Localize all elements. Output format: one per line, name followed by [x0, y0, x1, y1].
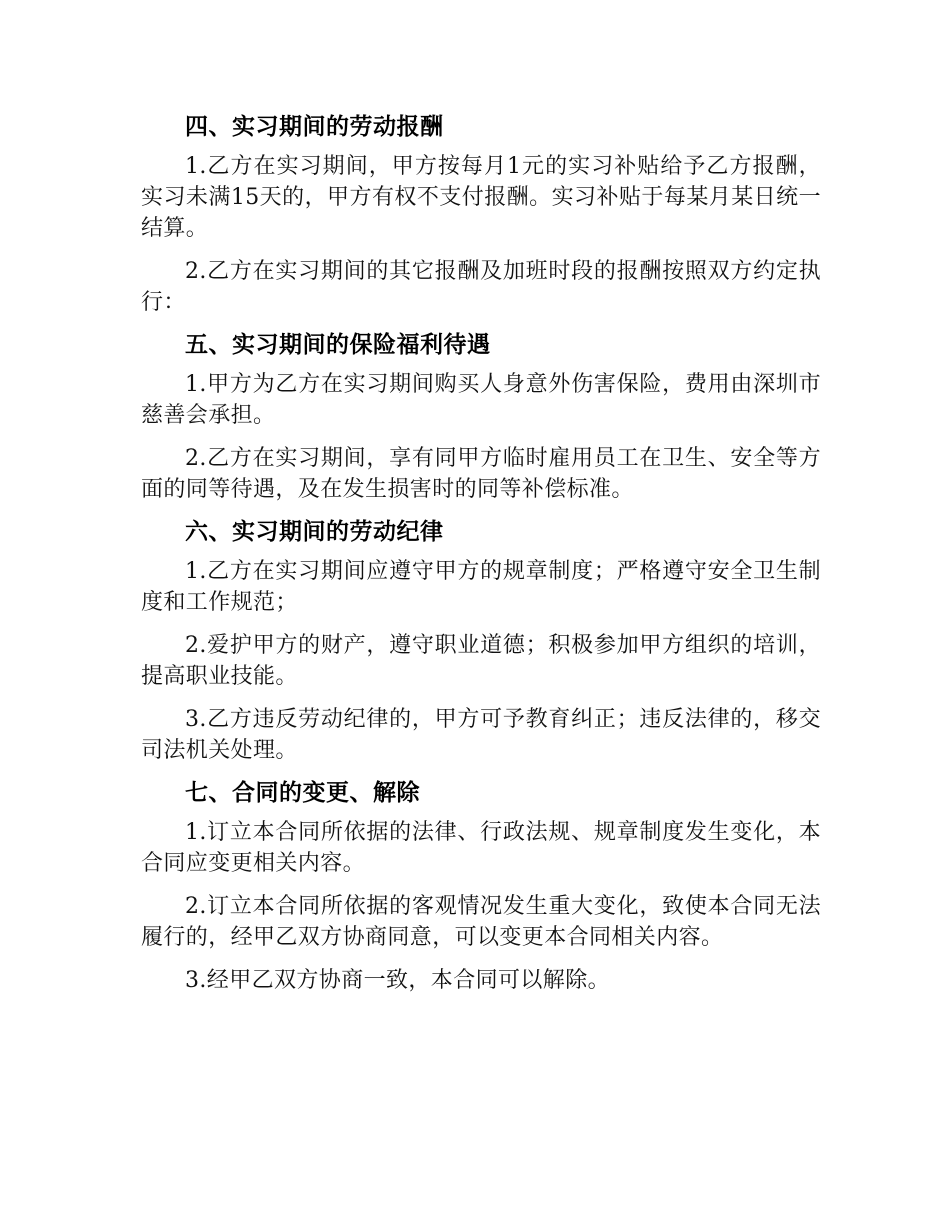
- paragraph: 2.爱护甲方的财产，遵守职业道德；积极参加甲方组织的培训，提高职业技能。: [141, 633, 821, 689]
- section-heading: 四、实习期间的劳动报酬: [185, 114, 444, 140]
- paragraph: 1.乙方在实习期间应遵守甲方的规章制度；严格遵守安全卫生制度和工作规范；: [141, 559, 821, 615]
- paragraph: 1.乙方在实习期间，甲方按每月1元的实习补贴给予乙方报酬，实习未满15天的，甲方有权不支付报酬。实习补贴于每某月某日统一结算。: [141, 154, 821, 241]
- section-insurance: [141, 330, 821, 505]
- paragraph: 1.订立本合同所依据的法律、行政法规、规章制度发生变化，本合同应变更相关内容。: [141, 820, 821, 876]
- section-heading: 五、实习期间的保险福利待遇: [185, 332, 491, 358]
- section-heading: 七、合同的变更、解除: [185, 780, 420, 806]
- section-discipline: [141, 517, 821, 766]
- document-page: [141, 112, 821, 1008]
- section-wages: [141, 112, 821, 318]
- section-contract-change: [141, 778, 821, 996]
- paragraph: 2.乙方在实习期间，享有同甲方临时雇用员工在卫生、安全等方面的同等待遇，及在发生损害时的同等补偿标准。: [141, 446, 821, 502]
- paragraph: 3.乙方违反劳动纪律的，甲方可予教育纠正；违反法律的，移交司法机关处理。: [141, 707, 821, 763]
- paragraph: 3.经甲乙双方协商一致，本合同可以解除。: [185, 968, 610, 993]
- section-heading: 六、实习期间的劳动纪律: [185, 519, 444, 545]
- paragraph: 2.订立本合同所依据的客观情况发生重大变化，致使本合同无法履行的，经甲乙双方协商同意，可以变更本合同相关内容。: [141, 894, 821, 950]
- paragraph: 1.甲方为乙方在实习期间购买人身意外伤害保险，费用由深圳市慈善会承担。: [141, 372, 821, 428]
- paragraph: 2.乙方在实习期间的其它报酬及加班时段的报酬按照双方约定执行：: [141, 259, 821, 315]
